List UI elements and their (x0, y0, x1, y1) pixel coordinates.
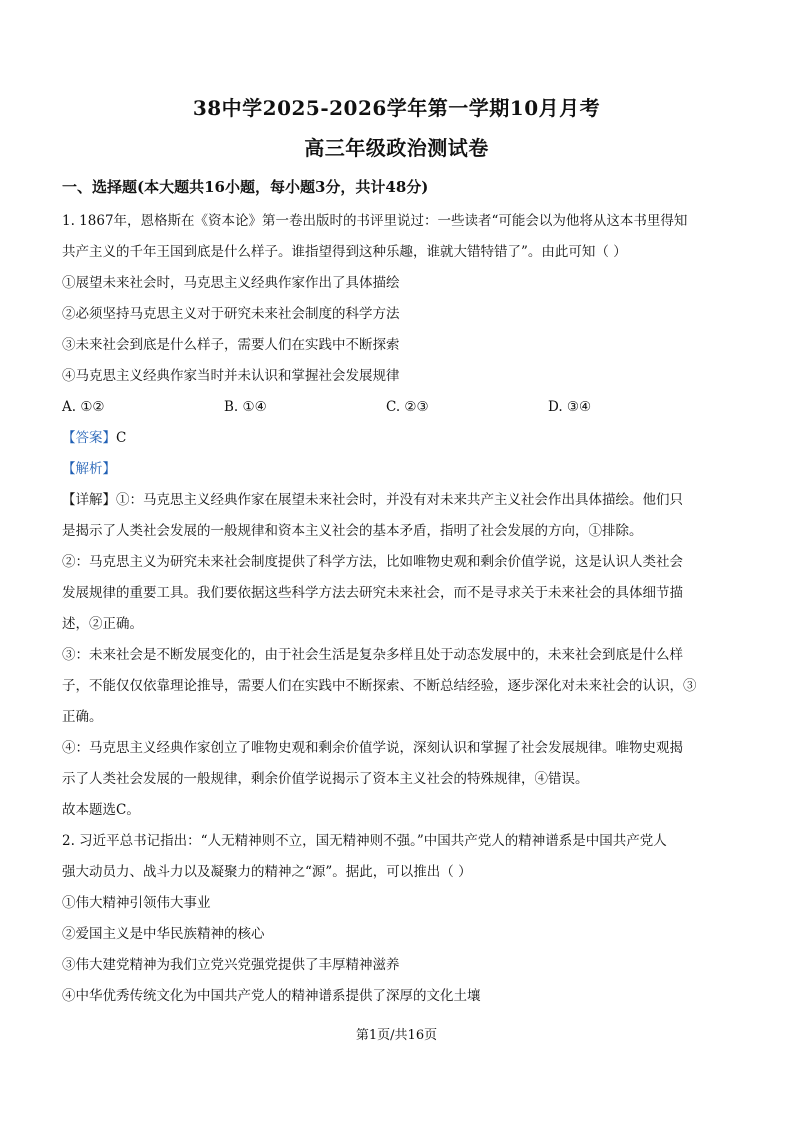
q1-detail-line-7: 子，不能仅仅依靠理论推导，需要人们在实践中不断探索、不断总结经验，逐步深化对未来社会的认识，③ (62, 678, 697, 694)
q1-conclusion: 故本题选C。 (62, 802, 140, 818)
q1-detail-line-6: ③：未来社会是不断发展变化的，由于社会生活是复杂多样且处于动态发展中的，未来社会到底是什么样 (62, 647, 683, 663)
q2-stem-line-2: 强大动员力、战斗力以及凝聚力的精神之“源”。据此，可以推出（ ） (62, 864, 472, 880)
q1-option-a: A. ①② (62, 399, 105, 415)
q1-detail-line-10: 示了人类社会发展的一般规律，剩余价值学说揭示了资本主义社会的特殊规律，④错误。 (62, 771, 589, 787)
q1-item-2: ②必须坚持马克思主义对于研究未来社会制度的科学方法 (62, 306, 400, 322)
detail-text-1: ①：马克思主义经典作家在展望未来社会时，并没有对未来共产主义社会作出具体描绘。他们只 (116, 492, 683, 508)
section-heading: 一、选择题(本大题共16小题，每小题3分，共计48分) (62, 178, 429, 196)
q1-options (62, 392, 732, 423)
q2-item-3: ③伟大建党精神为我们立党兴党强党提供了丰厚精神滋养 (62, 957, 400, 973)
q1-detail-line-1 (62, 485, 732, 516)
q1-detail-line-3: ②：马克思主义为研究未来社会制度提供了科学方法，比如唯物史观和剩余价值学说，这是认识人类社会 (62, 554, 683, 570)
q1-detail-line-8: 正确。 (62, 709, 103, 725)
exam-title: 38中学2025-2026学年第一学期10月月考 (192, 96, 601, 120)
q2-item-2: ②爱国主义是中华民族精神的核心 (62, 926, 265, 942)
q1-detail-line-9: ④：马克思主义经典作家创立了唯物史观和剩余价值学说，深刻认识和掌握了社会发展规律。唯物史观揭 (62, 740, 683, 756)
question-1 (62, 206, 732, 826)
q2-item-1: ①伟大精神引领伟大事业 (62, 895, 211, 911)
q1-option-b: B. ①④ (224, 399, 267, 415)
q1-item-4: ④马克思主义经典作家当时并未认识和掌握社会发展规律 (62, 368, 400, 384)
exam-subtitle: 高三年级政治测试卷 (304, 136, 489, 160)
q1-analysis (62, 454, 732, 485)
answer-value: C (116, 430, 127, 446)
question-2 (62, 826, 732, 1012)
q1-detail-line-5: 述，②正确。 (62, 616, 143, 632)
q1-option-d: D. ③④ (548, 399, 592, 415)
answer-tag: 【答案】 (62, 430, 116, 446)
q1-item-1: ①展望未来社会时，马克思主义经典作家作出了具体描绘 (62, 275, 400, 291)
page-number: 第1页/共16页 (355, 1028, 438, 1043)
questions-body (62, 206, 732, 1012)
q2-item-4: ④中华优秀传统文化为中国共产党人的精神谱系提供了深厚的文化土壤 (62, 988, 481, 1004)
q1-stem-line-1: 1. 1867年，恩格斯在《资本论》第一卷出版时的书评里说过：一些读者“可能会以为他将从这本书里得知 (62, 213, 688, 229)
analysis-tag: 【解析】 (62, 461, 116, 477)
q1-item-3: ③未来社会到底是什么样子，需要人们在实践中不断探索 (62, 337, 400, 353)
detail-tag: 【详解】 (62, 492, 116, 508)
q1-detail-line-4: 发展规律的重要工具。我们要依据这些科学方法去研究未来社会，而不是寻求关于未来社会的具体细节描 (62, 585, 683, 601)
q1-stem-line-2: 共产主义的千年王国到底是什么样子。谁指望得到这种乐趣，谁就大错特错了”。由此可知（ ） (62, 244, 627, 260)
q1-answer (62, 423, 732, 454)
q2-stem-line-1: 2. 习近平总书记指出：“人无精神则不立，国无精神则不强。”中国共产党人的精神谱系是中国共产党人 (62, 833, 667, 849)
q1-option-c: C. ②③ (386, 399, 429, 415)
q1-detail-line-2: 是揭示了人类社会发展的一般规律和资本主义社会的基本矛盾，指明了社会发展的方向，①排除。 (62, 523, 643, 539)
